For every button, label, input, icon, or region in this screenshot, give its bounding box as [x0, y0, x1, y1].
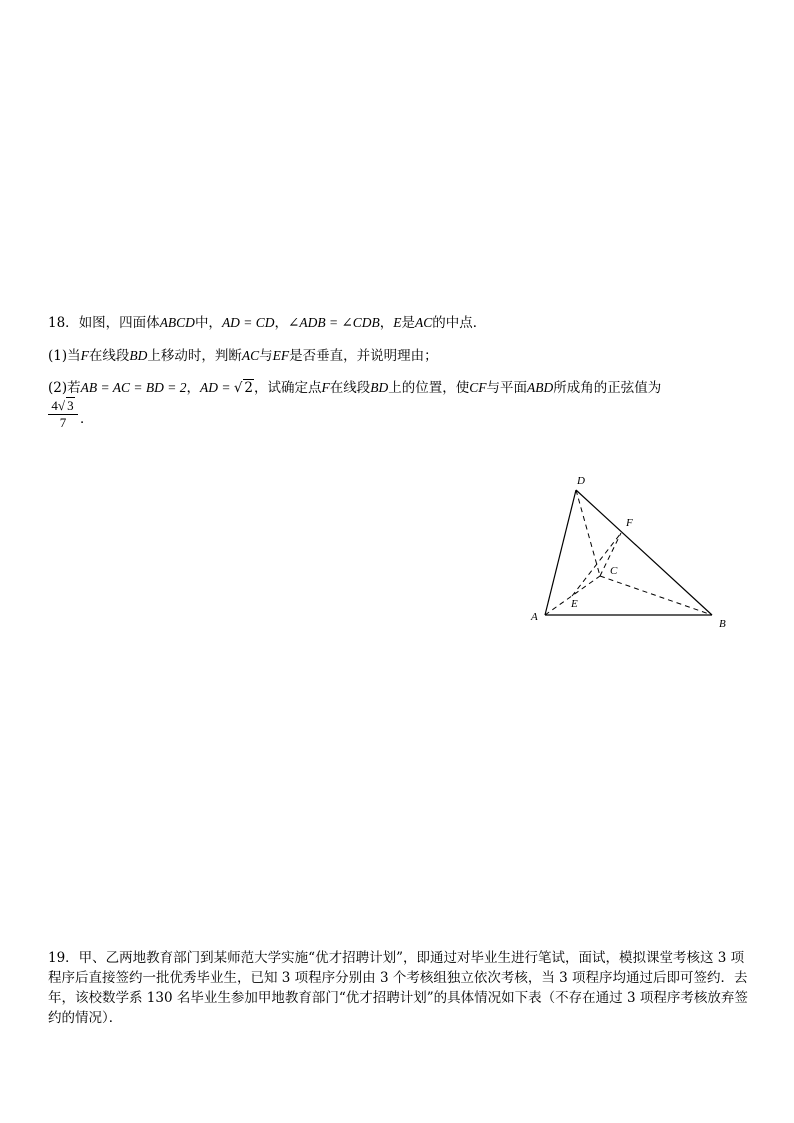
eq-ab-ac-bd: AB = AC = BD = 2 — [80, 380, 187, 395]
eq-ad-cd: AD = CD — [221, 315, 275, 330]
fraction-numerator: 4√ 3 — [51, 398, 74, 413]
q18-number: 18． — [48, 315, 79, 331]
sqrt-2: √ 2 — [233, 380, 254, 396]
fraction-denominator: 7 — [59, 415, 67, 430]
eq-angles: ∠ADB = ∠CDB — [288, 315, 380, 330]
edge-CB — [600, 576, 712, 615]
edge-DA — [545, 490, 576, 615]
q18-part2: (2)若AB = AC = BD = 2，AD = √ 2，试确定点F在线段BD上的位置，使CF与平面ABD所成角的正弦值为 — [48, 380, 662, 396]
label-F: F — [626, 517, 633, 529]
edge-DB — [576, 490, 712, 615]
label-E: E — [571, 598, 578, 610]
fraction-4sqrt3-over-7 — [48, 398, 78, 431]
q18-intro: 18．如图，四面体ABCD中，AD = CD，∠ADB = ∠CDB，E是AC的中点． — [48, 315, 487, 331]
label-A: A — [531, 611, 538, 623]
label-C: C — [610, 565, 618, 577]
label-D: D — [577, 475, 585, 487]
tetrahedron-figure — [520, 470, 740, 640]
q19-text: 19．甲、乙两地教育部门到某师范大学实施“优才招聘计划”，即通过对毕业生进行笔试，面试，模拟课堂考核这 3 项程序后直接签约一批优秀毕业生，已知 3 项程序分别由 3 个考核组独立依次考核，当 3 项程序均通过后即可签约．去年，该校数学系 130 名毕业生参加甲地教育部门“优才招聘计划”的具体情况如下表（不存在通过 3 项程序考核放弃签约的情况）． — [48, 950, 748, 1026]
label-B: B — [719, 618, 726, 630]
q18-part1: (1)当F在线段BD上移动时，判断AC与EF是否垂直，并说明理由； — [48, 348, 438, 364]
edge-DC — [576, 490, 600, 576]
